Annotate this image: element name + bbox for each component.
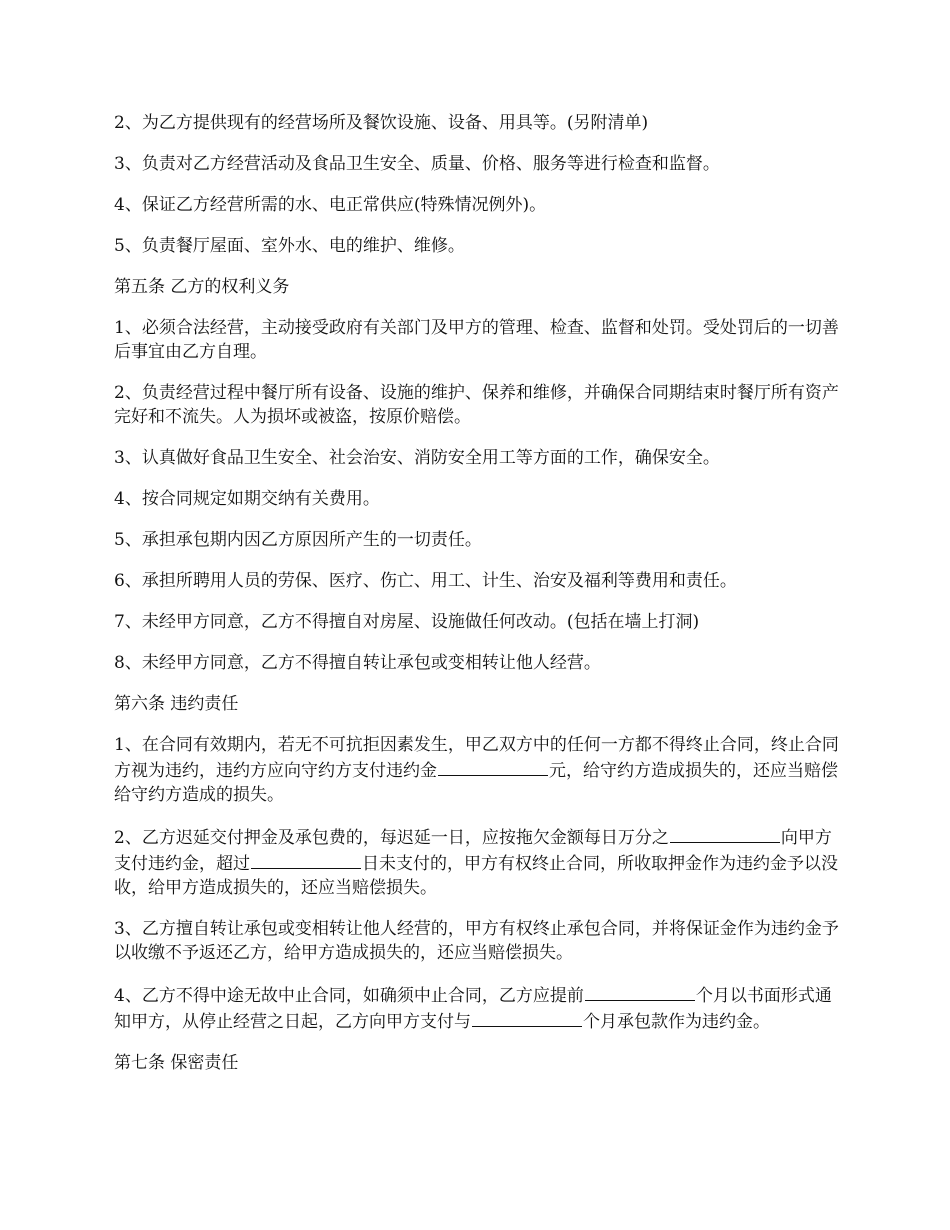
fill-blank-overdue-days[interactable] (251, 850, 361, 869)
clause-6-item-4-text-c: 个月承包款作为违约金。 (583, 1012, 770, 1032)
article-5-heading: 第五条 乙方的权利义务 (114, 277, 290, 297)
clause-6-item-1-text-b: 元，给守约方造成损失的，还应当赔偿给守约方造成的损失。 (114, 761, 838, 805)
clause-6-item-4-text-a: 4、乙方不得中途无故中止合同，如确须中止合同，乙方应提前 (114, 986, 584, 1006)
clause-5-item-4: 4、按合同规定如期交纳有关费用。 (114, 489, 380, 509)
clause-5-item-8: 8、未经甲方同意，乙方不得擅自转让承包或变相转让他人经营。 (114, 653, 601, 673)
document-body (114, 111, 844, 1092)
clause-4-item-5: 5、负责餐厅屋面、室外水、电的维护、维修。 (114, 236, 465, 256)
clause-5-item-3: 3、认真做好食品卫生安全、社会治安、消防安全用工等方面的工作，确保安全。 (114, 448, 720, 468)
clause-4-item-2: 2、为乙方提供现有的经营场所及餐饮设施、设备、用具等。(另附清单) (114, 113, 649, 133)
fill-blank-daily-rate[interactable] (670, 824, 780, 843)
fill-blank-penalty-months[interactable] (472, 1008, 582, 1027)
clause-6-item-4 (114, 982, 844, 1034)
clause-6-item-3: 3、乙方擅自转让承包或变相转让他人经营的，甲方有权终止承包合同，并将保证金作为违约金予以收缴不予返还乙方，给甲方造成损失的，还应当赔偿损失。 (114, 919, 839, 963)
clause-6-item-2-text-b: 向甲方支付违约金，超过 (114, 828, 832, 874)
clause-4-item-4: 4、保证乙方经营所需的水、电正常供应(特殊情况例外)。 (114, 195, 547, 215)
clause-4-item-3: 3、负责对乙方经营活动及食品卫生安全、质量、价格、服务等进行检查和监督。 (114, 154, 720, 174)
clause-6-item-1-text-a: 1、在合同有效期内，若无不可抗拒因素发生，甲乙双方中的任何一方都不得终止合同，终止合同方视为违约，违约方应向守约方支付违约金 (114, 735, 839, 781)
clause-6-item-2 (114, 824, 844, 900)
clause-6-item-1 (114, 733, 844, 807)
clause-5-item-6: 6、承担所聘用人员的劳保、医疗、伤亡、用工、计生、治安及福利等费用和责任。 (114, 571, 737, 591)
clause-6-item-4-text-b: 个月以书面形式通知甲方，从停止经营之日起，乙方向甲方支付与 (114, 986, 832, 1032)
clause-5-item-5: 5、承担承包期内因乙方原因所产生的一切责任。 (114, 530, 482, 550)
clause-6-item-2-text-c: 日未支付的，甲方有权终止合同，所收取押金作为违约金予以没收，给甲方造成损失的，还应当赔偿损失。 (114, 854, 838, 898)
article-7-heading: 第七条 保密责任 (114, 1053, 239, 1073)
fill-blank-notice-months[interactable] (585, 982, 695, 1001)
article-6-heading: 第六条 违约责任 (114, 694, 239, 714)
clause-6-item-2-text-a: 2、乙方迟延交付押金及承包费的，每迟延一日，应按拖欠金额每日万分之 (114, 828, 669, 848)
clause-5-item-2: 2、负责经营过程中餐厅所有设备、设施的维护、保养和维修，并确保合同期结束时餐厅所有资产完好和不流失。人为损坏或被盗，按原价赔偿。 (114, 383, 839, 427)
fill-blank-penalty-amount[interactable] (438, 757, 548, 776)
clause-5-item-7: 7、未经甲方同意，乙方不得擅自对房屋、设施做任何改动。(包括在墙上打洞) (114, 612, 700, 632)
clause-5-item-1: 1、必须合法经营，主动接受政府有关部门及甲方的管理、检查、监督和处罚。受处罚后的一切善后事宜由乙方自理。 (114, 318, 839, 362)
